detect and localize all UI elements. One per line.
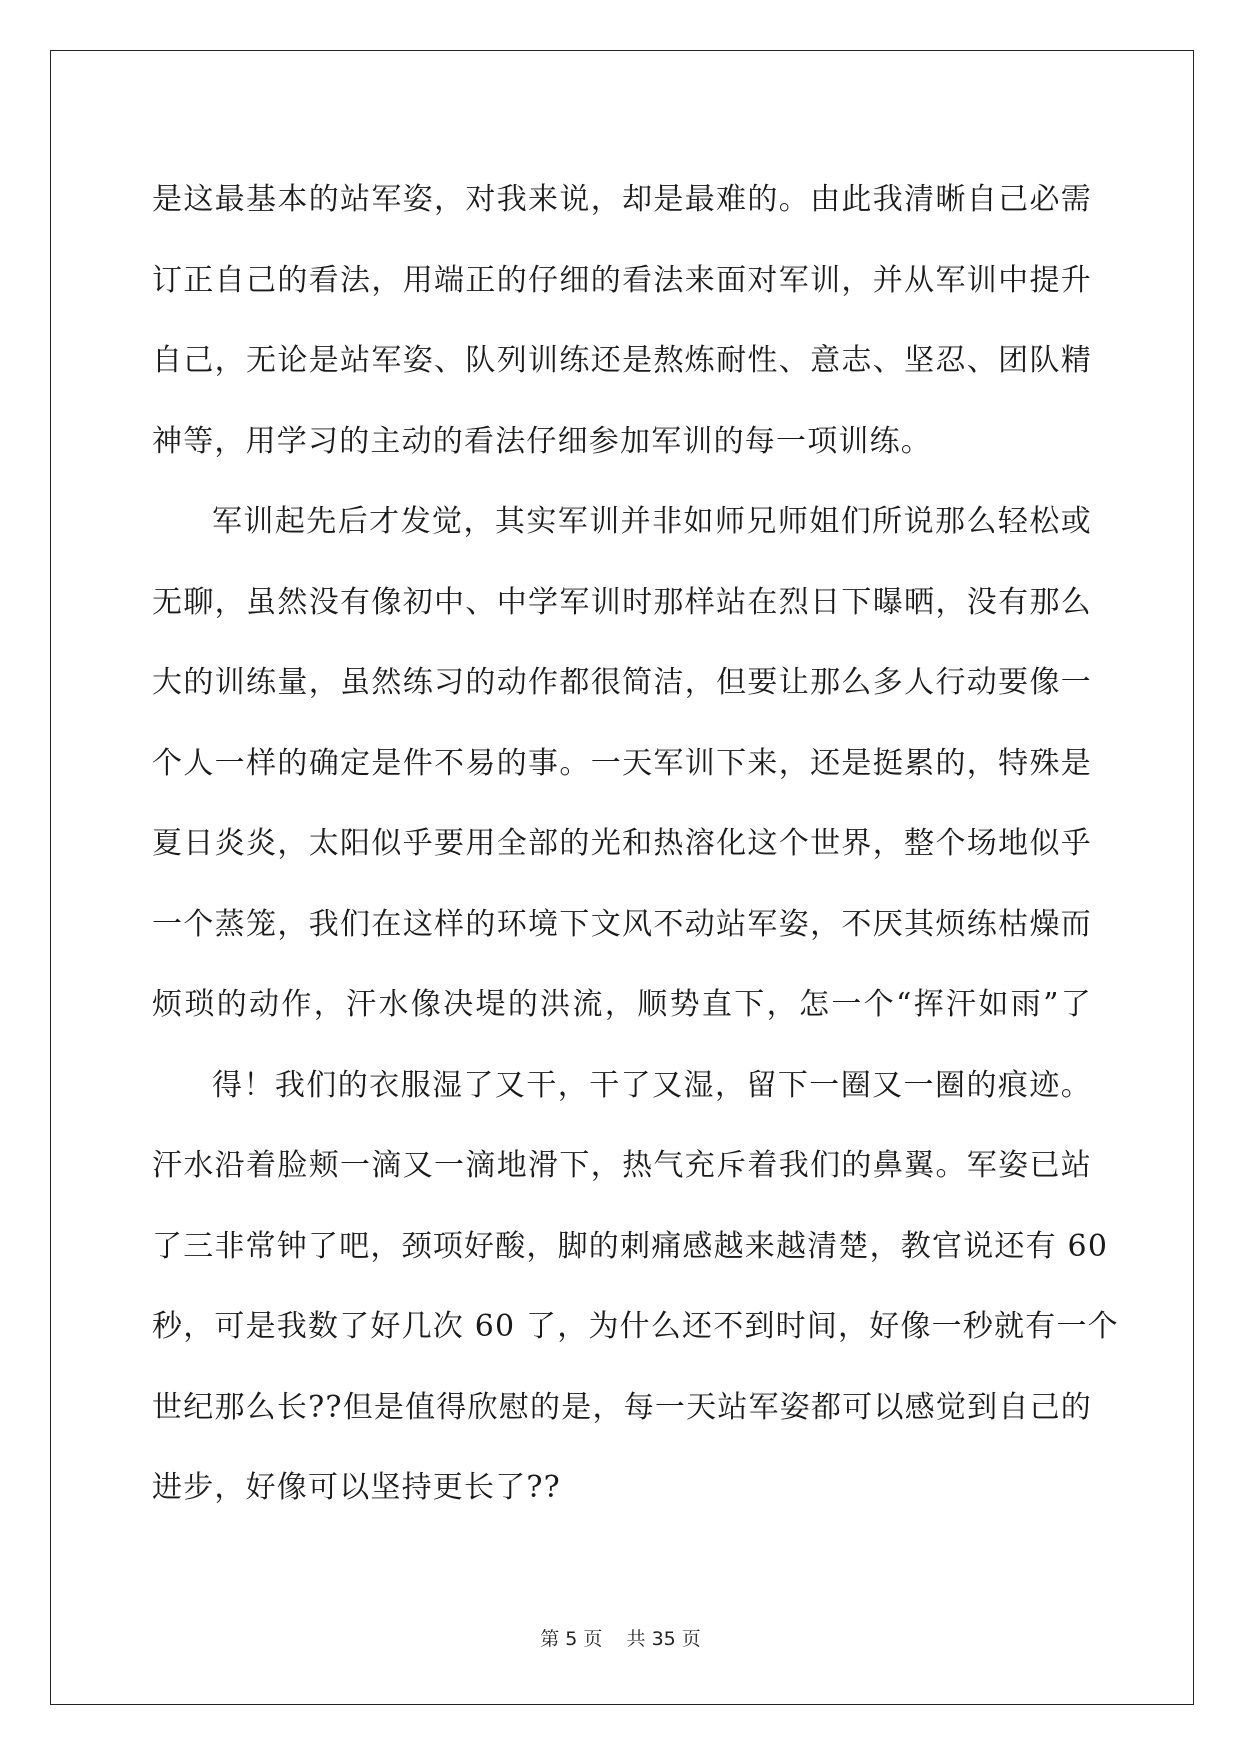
text-line: 个人一样的确定是件不易的事。一天军训下来，还是挺累的，特殊是: [152, 745, 1092, 781]
text-line: 是这最基本的站军姿，对我来说，却是最难的。由此我清晰自己必需: [152, 182, 1092, 217]
text-line: 无聊，虽然没有像初中、中学军训时那样站在烈日下曝晒，没有那么: [152, 584, 1092, 620]
text-line: 订正自己的看法，用端正的仔细的看法来面对军训，并从军训中提升: [152, 262, 1092, 298]
text-line: 得！我们的衣服湿了又干，干了又湿，留下一圈又一圈的痕迹。: [212, 1067, 1092, 1103]
text-line: 进步，好像可以坚持更长了??: [152, 1470, 561, 1505]
text-line: 世纪那么长??但是值得欣慰的是，每一天站军姿都可以感觉到自己的: [152, 1389, 1092, 1425]
text-line: 自己，无论是站军姿、队列训练还是熬炼耐性、意志、坚忍、团队精: [152, 343, 1092, 378]
text-line: 大的训练量，虽然练习的动作都很简洁，但要让那么多人行动要像一: [152, 665, 1092, 700]
text-line: 烦琐的动作，汗水像决堤的洪流，顺势直下，怎一个“挥汗如雨”了: [152, 987, 1092, 1022]
text-line: 汗水沿着脸颊一滴又一滴地滑下，热气充斥着我们的鼻翼。军姿已站: [152, 1148, 1092, 1183]
text-line: 军训起先后才发觉，其实军训并非如师兄师姐们所说那么轻松或: [212, 504, 1092, 539]
page-number: 第 5 页: [540, 1628, 603, 1650]
text-line: 一个蒸笼，我们在这样的环境下文风不动站军姿，不厌其烦练枯燥而: [152, 906, 1092, 942]
page-footer: [0, 1624, 1241, 1651]
document-body: [152, 160, 1119, 1529]
text-line: 神等，用学习的主动的看法仔细参加军训的每一项训练。: [152, 423, 932, 459]
text-line: 夏日炎炎，太阳似乎要用全部的光和热溶化这个世界，整个场地似乎: [152, 826, 1092, 861]
total-pages: 共 35 页: [626, 1628, 701, 1650]
text-line: 了三非常钟了吧，颈项好酸，脚的刺痛感越来越清楚，教官说还有 60: [152, 1228, 1109, 1264]
text-line: 秒，可是我数了好几次 60 了，为什么还不到时间，好像一秒就有一个: [152, 1309, 1119, 1344]
